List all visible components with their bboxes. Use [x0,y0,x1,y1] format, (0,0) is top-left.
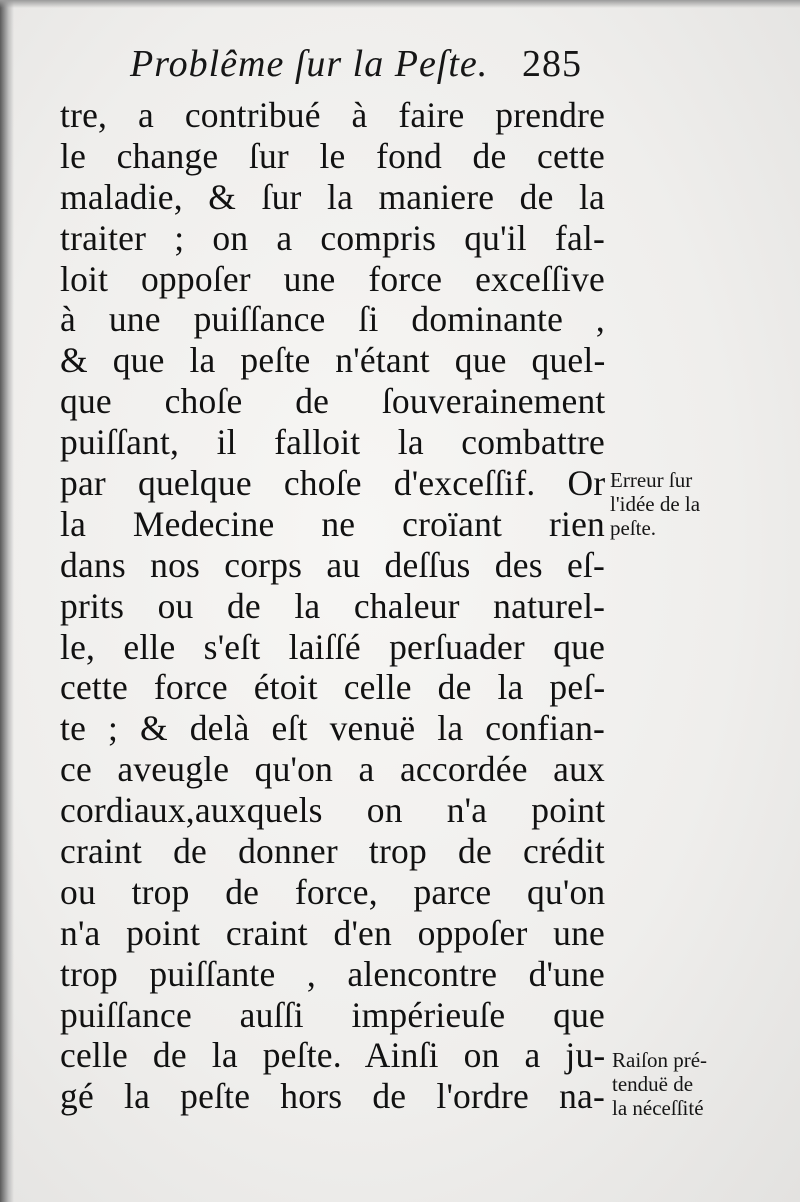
page-gutter-shadow [0,0,14,1202]
text-line: par quelque choſe d'exceſſif. Or [60,463,606,504]
running-title: Problême ſur la Peſte. [130,43,489,85]
margin-note-line: Raiſon pré- [612,1048,708,1072]
text-line: puiſſance auſſi impérieuſe que [60,994,605,1035]
margin-note-line: Erreur ſur [610,468,693,492]
text-line: cordiaux,auxquels on n'a point [60,790,606,831]
text-line: ou trop de force, parce qu'on [60,871,606,912]
text-line: dans nos corps au deſſus des eſ- [60,544,605,585]
text-line: à une puiſſance ſi dominante , [60,299,605,340]
text-line: ce aveugle qu'on a accordée aux [60,749,605,790]
margin-note-line: la néceſſité [612,1096,704,1120]
text-line: te ; & delà eſt venuë la confian- [60,708,606,749]
margin-note-reason [612,1048,707,1120]
text-line: prits ou de la chaleur naturel- [60,585,606,626]
text-line: loit oppoſer une force exceſſive [60,258,605,299]
page-number: 285 [522,43,582,85]
text-line: n'a point craint d'en oppoſer une [60,912,606,953]
text-line: trop puiſſante , alencontre d'une [60,953,605,994]
margin-note-line: tenduë de [612,1072,694,1096]
margin-note-error [610,468,700,540]
margin-note-line: l'idée de la [610,492,701,516]
text-line: puiſſant, il falloit la combattre [60,422,605,463]
text-line: craint de donner trop de crédit [60,831,605,872]
text-line: le change ſur le fond de cette [60,135,606,176]
body-text [60,95,605,1117]
text-line: tre, a contribué à faire prendre [60,95,606,135]
margin-note-line: peſte. [610,516,657,540]
running-header [130,42,610,92]
text-line: & que la peſte n'étant que quel- [60,340,606,381]
text-line: la Medecine ne croïant rien [60,503,605,544]
text-line: cette force étoit celle de la peſ- [60,667,606,708]
text-line: maladie, & ſur la maniere de la [60,176,605,217]
text-line: traiter ; on a compris qu'il fal- [60,217,605,258]
text-line: que choſe de ſouverainement [60,381,606,422]
text-line: le, elle s'eſt laiſſé perſuader que [60,626,606,667]
page-top-shadow [0,0,800,8]
text-line: celle de la peſte. Ainſi on a ju- [60,1035,606,1076]
text-line: gé la peſte hors de l'ordre na- [60,1076,605,1117]
